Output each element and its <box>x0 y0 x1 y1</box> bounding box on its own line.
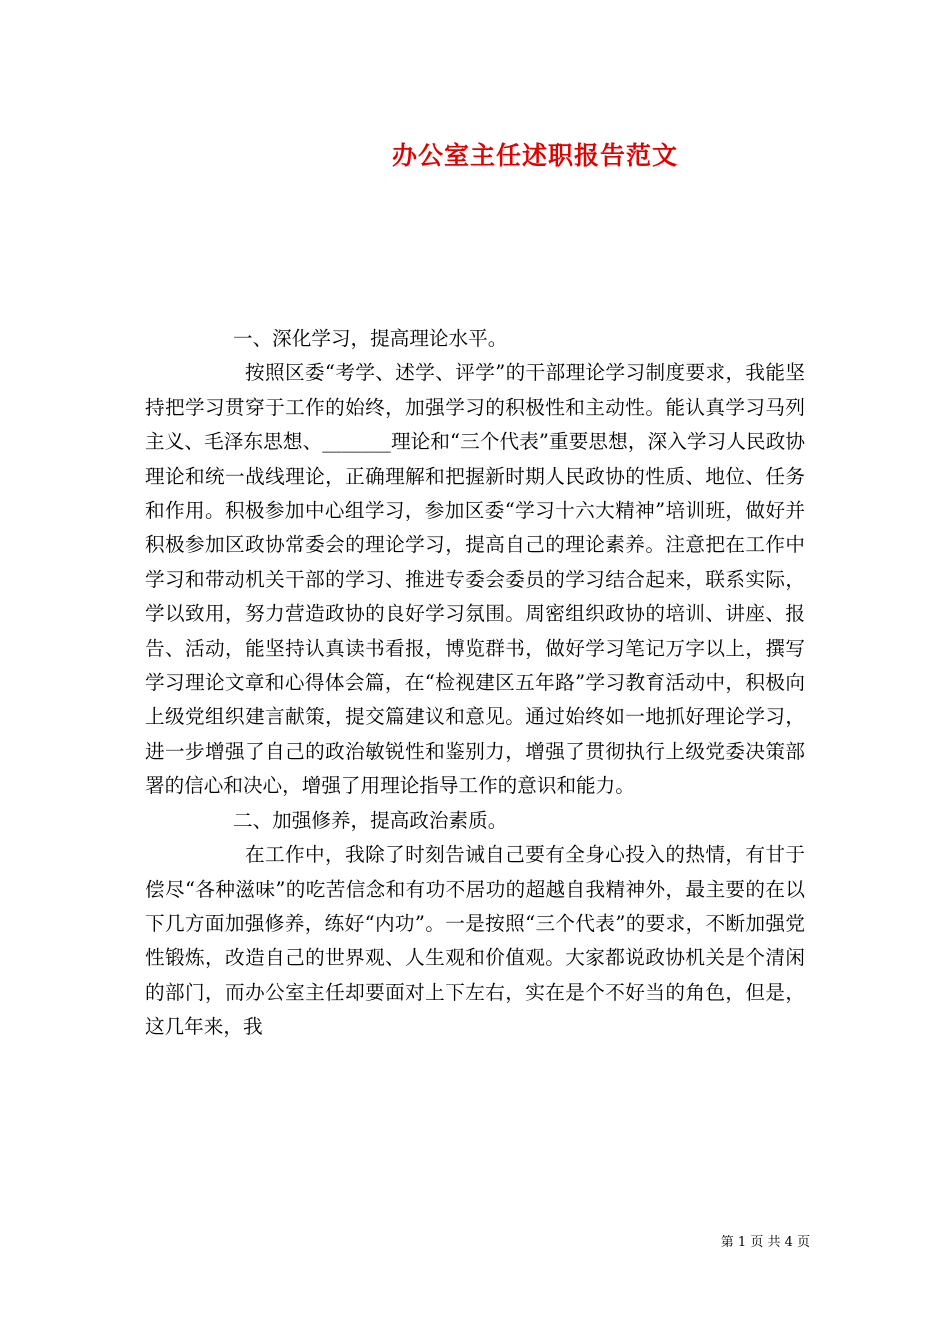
document-title: 办公室主任述职报告范文 <box>391 141 678 170</box>
section-2-heading: 二、加强修养，提高政治素质。 <box>233 808 508 832</box>
section-1-heading: 一、深化学习，提高理论水平。 <box>233 327 508 350</box>
page-number-footer: 第 1 页 共 4 页 <box>720 1235 810 1250</box>
document-body <box>145 322 805 1045</box>
section-1-paragraph: 按照区委“考学、述学、评学”的干部理论学习制度要求，我能坚持把学习贯穿于工作的始终，加强学习的积极性和主动性。能认真学习马列主义、毛泽东思想、_______理论和“三个代表”重要思想，深入学习人民政协理论和统一战线理论，正确理解和把握新时期人民政协的性质、地位、任务和作用。积极参加中心组学习，参加区委“学习十六大精神”培训班，做好并积极参加区政协常委会的理论学习，提高自己的理论素养。注意把在工作中学习和带动机关干部的学习、推进专委会委员的学习结合起来，联系实际，学以致用，努力营造政协的良好学习氛围。周密组织政协的培训、讲座、报告、活动，能坚持认真读书看报，博览群书，做好学习笔记万字以上，撰写学习理论文章和心得体会篇，在“检视建区五年路”学习教育活动中，积极向上级党组织建言献策，提交篇建议和意见。通过始终如一地抓好理论学习，进一步增强了自己的政治敏锐性和鉴别力，增强了贯彻执行上级党委决策部署的信心和决心，增强了用理论指导工作的意识和能力。 <box>145 361 805 798</box>
section-2-paragraph: 在工作中，我除了时刻告诫自己要有全身心投入的热情，有甘于偿尽“各种滋味”的吃苦信念和有功不居功的超越自我精神外，最主要的在以下几方面加强修养，练好“内功”。一是按照“三个代表”的要求，不断加强党性锻炼，改造自己的世界观、人生观和价值观。大家都说政协机关是个清闲的部门，而办公室主任却要面对上下左右，实在是个不好当的角色，但是，这几年来，我 <box>145 843 805 1039</box>
